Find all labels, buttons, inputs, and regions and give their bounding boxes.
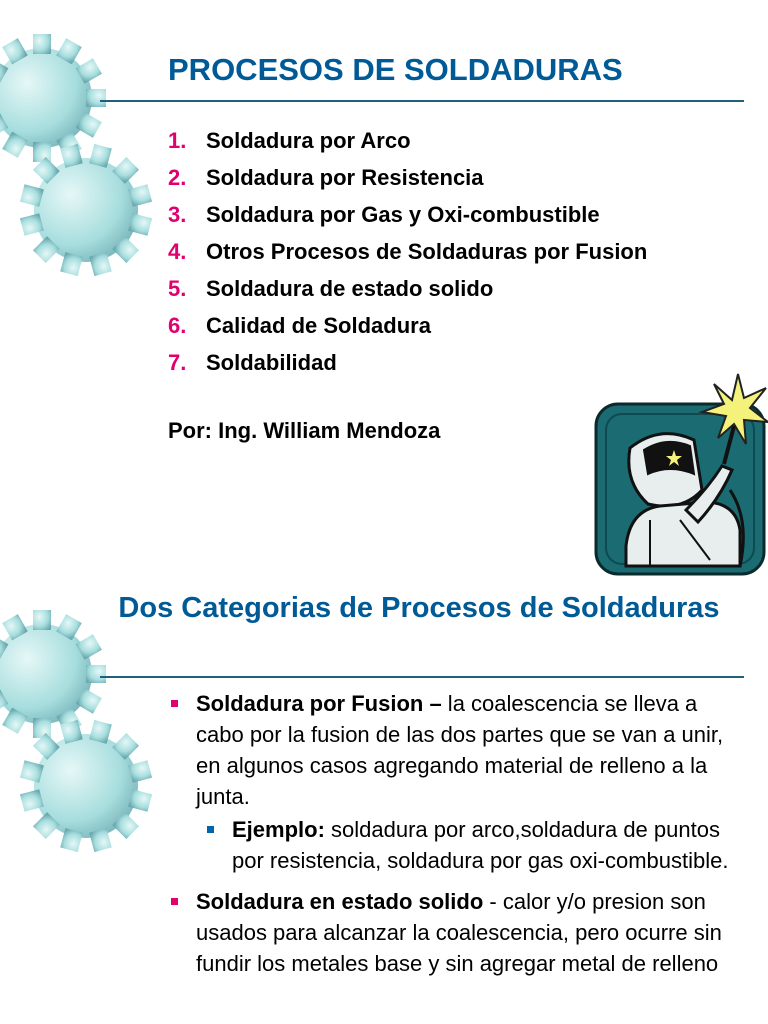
- bullet-text: la coalescencia se lleva a cabo por la fusion de las dos partes que se van a unir, en algunos casos agregando material de relleno a la junta.: [196, 691, 724, 809]
- item-number: 4.: [168, 239, 187, 264]
- item-label: Calidad de Soldadura: [206, 313, 431, 338]
- list-item: [168, 196, 647, 233]
- bullet-text: soldadura por arco,soldadura de puntos por resistencia, soldadura por gas oxi-combustible.: [232, 817, 729, 873]
- list-item: [168, 159, 647, 196]
- sub-bullet-item: [206, 814, 750, 876]
- item-label: Soldadura por Arco: [206, 128, 411, 153]
- slide-2: [0, 576, 768, 1024]
- bullet-term: Soldadura por Fusion –: [196, 691, 442, 716]
- title-underline: [100, 100, 744, 102]
- slide-2-title: Dos Categorias de Procesos de Soldaduras: [118, 592, 720, 624]
- list-item: [168, 344, 647, 381]
- item-number: 1.: [168, 128, 187, 153]
- item-label: Soldadura por Gas y Oxi-combustible: [206, 202, 600, 227]
- author-line: Por: Ing. William Mendoza: [168, 418, 441, 443]
- item-number: 6.: [168, 313, 187, 338]
- list-item: [168, 307, 647, 344]
- item-label: Soldadura de estado solido: [206, 276, 494, 301]
- item-label: Soldabilidad: [206, 350, 337, 375]
- title-underline: [100, 676, 744, 678]
- bullet-term: Soldadura en estado solido: [196, 889, 484, 914]
- topics-list: [168, 122, 647, 381]
- item-number: 7.: [168, 350, 187, 375]
- gears-icon: [0, 0, 170, 300]
- bullet-item: [170, 886, 750, 979]
- bullet-text: - calor y/o presion son usados para alcanzar la coalescencia, pero ocurre sin fundir los metales base y sin agregar metal de relleno: [196, 889, 722, 976]
- list-item: [168, 122, 647, 159]
- bullet-item: [170, 688, 750, 812]
- bullet-term: Ejemplo:: [232, 817, 325, 842]
- bullet-list: [170, 688, 750, 979]
- slide-1-title: PROCESOS DE SOLDADURAS: [168, 52, 623, 87]
- item-label: Soldadura por Resistencia: [206, 165, 484, 190]
- list-item: [168, 233, 647, 270]
- item-number: 5.: [168, 276, 187, 301]
- list-item: [168, 270, 647, 307]
- welder-icon: [590, 370, 768, 576]
- item-label: Otros Procesos de Soldaduras por Fusion: [206, 239, 648, 264]
- item-number: 2.: [168, 165, 187, 190]
- item-number: 3.: [168, 202, 187, 227]
